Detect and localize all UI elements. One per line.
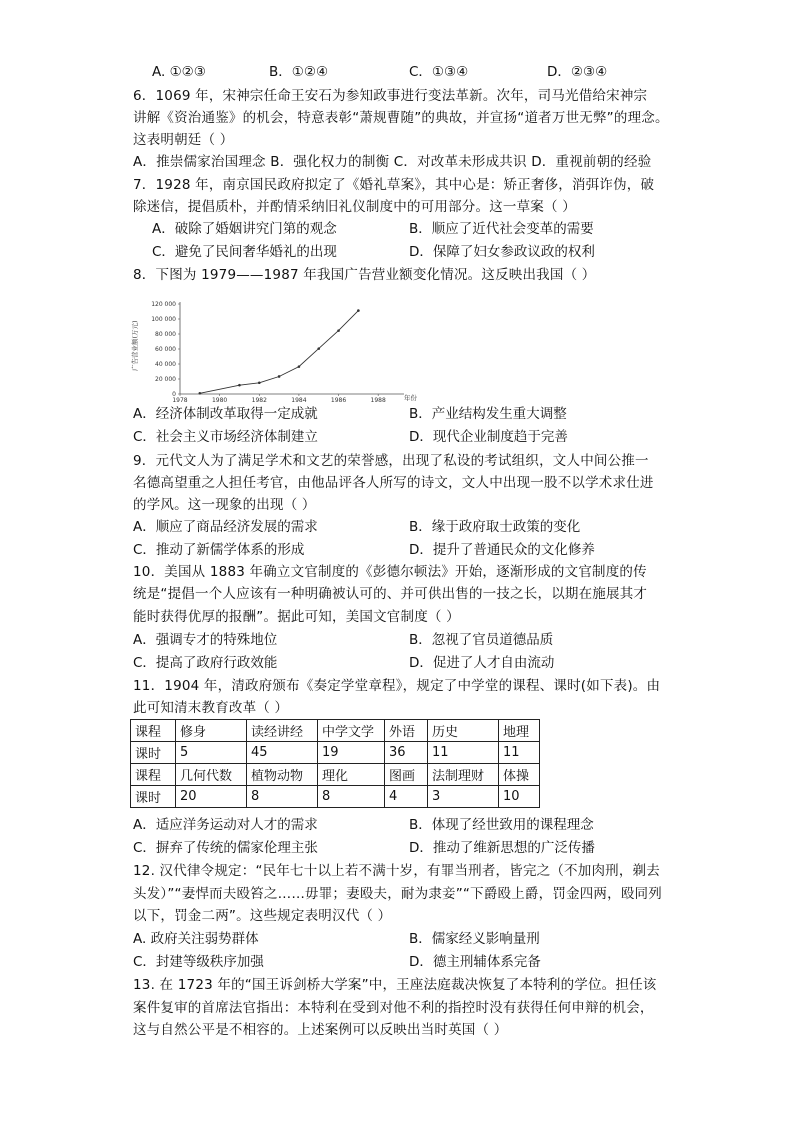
table-cell: 36 <box>385 742 428 764</box>
chart-x-tick-label: 1978 <box>172 397 188 404</box>
chart-x-tick-label: 1986 <box>330 397 347 404</box>
chart-x-tick-label: 1982 <box>251 397 267 404</box>
q9-stem-line-3: 的学风。这一现象的出现（ ） <box>133 497 316 513</box>
q13-stem-line-3: 这与自然公平是不相容的。上述案例可以反映出当时英国（ ） <box>133 1022 508 1038</box>
table-cell: 法制理财 <box>428 764 499 786</box>
chart-axes <box>180 302 404 394</box>
q5-option-d: D．②③④ <box>547 64 608 80</box>
q7-option-c: C．避免了民间奢华婚礼的出现 <box>152 244 337 260</box>
table-cell: 体操 <box>499 764 540 786</box>
q11-schedule-table <box>130 719 540 808</box>
table-cell: 植物动物 <box>247 764 318 786</box>
chart-y-ticks <box>151 301 180 398</box>
q11-option-a: A．适应洋务运动对人才的需求 <box>133 817 318 833</box>
chart-x-tick-label: 1988 <box>370 397 386 404</box>
ad-revenue-line-chart <box>130 296 422 406</box>
q11-option-c: C．摒弃了传统的儒家伦理主张 <box>133 840 318 856</box>
q12-stem-line-2: 头发）”“妻悍而夫殴笞之……毋罪；妻殴夫，耐为隶妾”“下爵殴上爵，罚金四两，殴同列 <box>133 886 662 902</box>
q12-option-d: D．德主刑辅体系完备 <box>409 954 541 970</box>
table-cell: 20 <box>176 786 247 808</box>
table-cell: 课时 <box>131 786 176 808</box>
q12-stem-line-1: 12. 汉代律令规定：“民年七十以上若不满十岁，有罪当刑者，皆完之（不加肉刑，剃去 <box>133 863 660 879</box>
chart-y-tick-label: 0 <box>172 391 176 398</box>
q6-stem-line-3: 这表明朝廷（ ） <box>133 132 234 148</box>
chart-series-line <box>200 311 359 394</box>
chart-y-tick-label: 120 000 <box>151 301 176 308</box>
table-cell: 地理 <box>499 720 540 742</box>
chart-series <box>199 309 360 394</box>
q9-option-a: A．顺应了商品经济发展的需求 <box>133 519 318 535</box>
chart-y-tick-label: 20 000 <box>155 376 176 383</box>
q5-option-c: C．①③④ <box>409 64 469 80</box>
q7-option-d: D．保障了妇女参政议政的权利 <box>409 244 595 260</box>
table-cell: 几何代数 <box>176 764 247 786</box>
chart-y-tick-label: 100 000 <box>151 316 176 323</box>
q11-option-b: B．体现了经世致用的课程理念 <box>409 817 594 833</box>
table-row <box>131 720 540 742</box>
chart-data-point <box>238 384 241 387</box>
table-cell: 3 <box>428 786 499 808</box>
q10-option-a: A．强调专才的特殊地位 <box>133 632 278 648</box>
table-cell: 课时 <box>131 742 176 764</box>
q12-option-c: C．封建等级秩序加强 <box>133 954 264 970</box>
q12-stem-line-3: 以下，罚金二两”。这些规定表明汉代（ ） <box>133 908 392 924</box>
table-cell: 读经讲经 <box>247 720 318 742</box>
chart-y-tick-label: 40 000 <box>155 361 176 368</box>
q10-stem-line-3: 能时获得优厚的报酬”。据此可知，美国文官制度（ ） <box>133 609 460 625</box>
table-cell: 中学文学 <box>318 720 385 742</box>
q6-options: A．推崇儒家治国理念 B．强化权力的制衡 C．对改革未形成共识 D．重视前朝的经验 <box>133 154 652 170</box>
table-cell: 图画 <box>385 764 428 786</box>
chart-x-tick-label: 1984 <box>291 397 307 404</box>
q11-stem-line-1: 11．1904 年，清政府颁布《奏定学堂章程》，规定了中学堂的课程、课时(如下表)。由 <box>133 678 661 694</box>
q6-stem-line-1: 6．1069 年，宋神宗任命王安石为参知政事进行变法革新。次年，司马光借给宋神宗 <box>133 88 648 104</box>
chart-x-ticks <box>172 394 386 404</box>
table-cell: 8 <box>247 786 318 808</box>
q12-option-a: A. 政府关注弱势群体 <box>133 931 259 947</box>
q8-option-d: D．现代企业制度趋于完善 <box>409 429 568 445</box>
q10-option-d: D．促进了人才自由流动 <box>409 655 555 671</box>
table-cell: 8 <box>318 786 385 808</box>
table-cell: 历史 <box>428 720 499 742</box>
table-cell: 11 <box>499 742 540 764</box>
q7-stem-line-2: 除迷信，提倡质朴，并酌情采纳旧礼仪制度中的可用部分。这一草案（ ） <box>133 199 576 215</box>
q9-option-c: C．推动了新儒学体系的形成 <box>133 542 305 558</box>
table-cell: 外语 <box>385 720 428 742</box>
q7-option-b: B．顺应了近代社会变革的需要 <box>409 221 594 237</box>
q8-stem: 8．下图为 1979——1987 年我国广告营业额变化情况。这反映出我国（ ） <box>133 267 596 283</box>
q12-option-b: B．儒家经义影响量刑 <box>409 931 540 947</box>
q5-option-b: B．①②④ <box>269 64 329 80</box>
table-cell: 4 <box>385 786 428 808</box>
q6-stem-line-2: 讲解《资治通鉴》的机会，特意表彰“萧规曹随”的典故，并宣扬“道者万世无弊”的理念。 <box>133 110 669 126</box>
q13-stem-line-1: 13. 在 1723 年的“国王诉剑桥大学案”中，王座法庭裁决恢复了本特利的学位。担任该 <box>133 977 657 993</box>
q11-stem-line-2: 此可知清末教育改革（ ） <box>133 700 289 716</box>
q10-stem-line-1: 10．美国从 1883 年确立文官制度的《彭德尔顿法》开始，逐渐形成的文官制度的传 <box>133 564 647 580</box>
chart-y-tick-label: 80 000 <box>155 331 176 338</box>
chart-x-tick-label: 1980 <box>211 397 228 404</box>
chart-y-axis-label: 广告营业额(万元) <box>131 320 139 371</box>
chart-data-point <box>337 329 340 332</box>
chart-y-tick-label: 60 000 <box>155 346 176 353</box>
q10-option-b: B．忽视了官员道德品质 <box>409 632 554 648</box>
chart-data-point <box>258 381 261 384</box>
q9-stem-line-2: 名德高望重之人担任考官，由他品评各人所写的诗文，文人中出现一股不以学术求仕进 <box>133 475 654 491</box>
q9-option-d: D．提升了普通民众的文化修养 <box>409 542 595 558</box>
q7-option-a: A．破除了婚姻讲究门第的观念 <box>152 221 337 237</box>
table-cell: 45 <box>247 742 318 764</box>
chart-x-axis-label: 年份 <box>404 394 417 402</box>
table-row <box>131 742 540 764</box>
q5-option-a: A. ①②③ <box>152 64 206 80</box>
table-cell: 修身 <box>176 720 247 742</box>
q11-option-d: D．推动了维新思想的广泛传播 <box>409 840 595 856</box>
q8-option-b: B．产业结构发生重大调整 <box>409 406 567 422</box>
q7-stem-line-1: 7．1928 年，南京国民政府拟定了《婚礼草案》，其中心是：矫正奢侈，消弭诈伪，破 <box>133 177 655 193</box>
table-row <box>131 786 540 808</box>
table-cell: 理化 <box>318 764 385 786</box>
table-cell: 课程 <box>131 720 176 742</box>
chart-data-point <box>199 392 202 395</box>
table-cell: 11 <box>428 742 499 764</box>
chart-data-point <box>317 347 320 350</box>
q8-option-a: A．经济体制改革取得一定成就 <box>133 406 318 422</box>
table-cell: 19 <box>318 742 385 764</box>
table-row <box>131 764 540 786</box>
table-cell: 10 <box>499 786 540 808</box>
q13-stem-line-2: 案件复审的首席法官指出：本特利在受到对他不利的指控时没有获得任何申辩的机会， <box>133 1000 654 1016</box>
chart-data-point <box>278 375 281 378</box>
q9-option-b: B．缘于政府取士政策的变化 <box>409 519 581 535</box>
table-cell: 课程 <box>131 764 176 786</box>
table-cell: 5 <box>176 742 247 764</box>
q8-option-c: C．社会主义市场经济体制建立 <box>133 429 318 445</box>
q9-stem-line-1: 9．元代文人为了满足学术和文艺的荣誉感，出现了私设的考试组织，文人中间公推一 <box>133 453 649 469</box>
q10-stem-line-2: 统是“提倡一个人应该有一种明确被认可的、并可供出售的一技之长，以期在施展其才 <box>133 586 648 602</box>
q10-option-c: C．提高了政府行政效能 <box>133 655 278 671</box>
chart-data-point <box>357 309 360 312</box>
chart-data-point <box>298 365 301 368</box>
